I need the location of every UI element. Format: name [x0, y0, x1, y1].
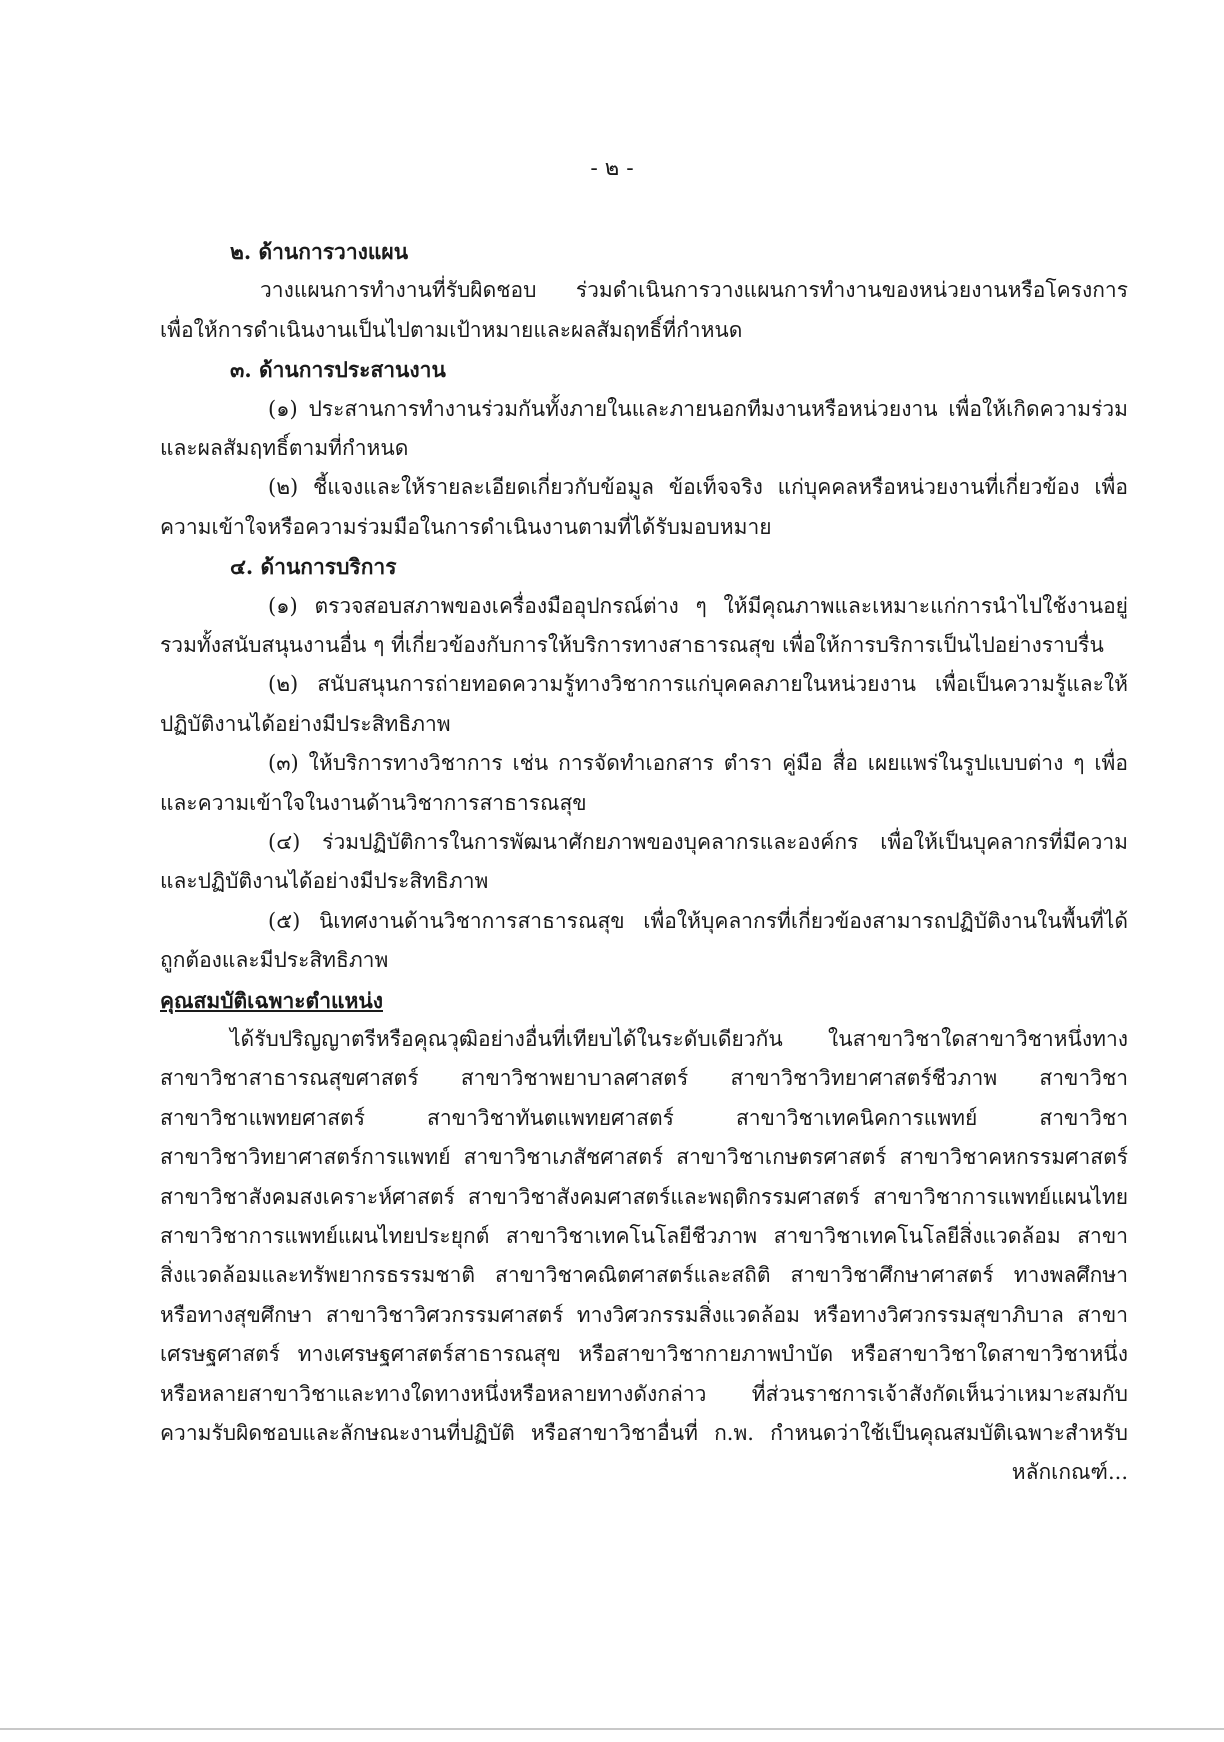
- list-item-line: (๑) ตรวจสอบสภาพของเครื่องมืออุปกรณ์ต่าง ๆ ให้มีคุณภาพและเหมาะแก่การนำไปใช้งานอยู่: [268, 593, 1128, 618]
- section-heading-service: ๔. ด้านการบริการ: [230, 554, 397, 580]
- list-item-line: ปฏิบัติงานได้อย่างมีประสิทธิภาพ: [160, 711, 451, 736]
- paragraph-line: หรือหลายสาขาวิชาและทางใดทางหนึ่งหรือหลายทางดังกล่าว ที่ส่วนราชการเจ้าสังกัดเห็นว่าเหมาะสมกับ: [160, 1381, 1128, 1406]
- section-title-qualifications: คุณสมบัติเฉพาะตำแหน่ง: [160, 987, 383, 1013]
- list-item-line: และปฏิบัติงานได้อย่างมีประสิทธิภาพ: [160, 869, 489, 894]
- paragraph-line: เศรษฐศาสตร์ ทางเศรษฐศาสตร์สาธารณสุข หรือสาขาวิชากายภาพบำบัด หรือสาขาวิชาใดสาขาวิชาหนึ่ง: [160, 1342, 1128, 1367]
- list-item-line: และความเข้าใจในงานด้านวิชาการสาธารณสุข: [160, 790, 587, 815]
- list-item-line: (๒) ชี้แจงและให้รายละเอียดเกี่ยวกับข้อมูล ข้อเท็จจริง แก่บุคคลหรือหน่วยงานที่เกี่ยวข้อง เพื่อ: [268, 475, 1128, 500]
- list-item-line: (๕) นิเทศงานด้านวิชาการสาธารณสุข เพื่อให้บุคลากรที่เกี่ยวข้องสามารถปฏิบัติงานในพื้นที่ได้: [268, 908, 1128, 933]
- list-item-line: (๑) ประสานการทำงานร่วมกันทั้งภายในและภายนอกทีมงานหรือหน่วยงาน เพื่อให้เกิดความร่วม: [268, 396, 1128, 421]
- paragraph-line: หรือทางสุขศึกษา สาขาวิชาวิศวกรรมศาสตร์ ทางวิศวกรรมสิ่งแวดล้อม หรือทางวิศวกรรมสุขาภิบาล สาขา: [160, 1302, 1128, 1327]
- continuation-marker: หลักเกณฑ์...: [1011, 1460, 1128, 1485]
- section-heading-coordination: ๓. ด้านการประสานงาน: [230, 357, 446, 383]
- paragraph-line: วางแผนการทำงานที่รับผิดชอบ ร่วมดำเนินการวางแผนการทำงานของหน่วยงานหรือโครงการ: [260, 278, 1128, 303]
- paragraph-line: สิ่งแวดล้อมและทรัพยากรธรรมชาติ สาขาวิชาคณิตศาสตร์และสถิติ สาขาวิชาศึกษาศาสตร์ ทางพลศึกษา: [160, 1263, 1128, 1288]
- paragraph-line: สาขาวิชาสาธารณสุขศาสตร์ สาขาวิชาพยาบาลศาสตร์ สาขาวิชาวิทยาศาสตร์ชีวภาพ สาขาวิชา: [160, 1066, 1128, 1091]
- list-item-line: (๓) ให้บริการทางวิชาการ เช่น การจัดทำเอกสาร ตำรา คู่มือ สื่อ เผยแพร่ในรูปแบบต่าง ๆ เพื่อ: [268, 751, 1128, 776]
- paragraph-line: สาขาวิชาการแพทย์แผนไทยประยุกต์ สาขาวิชาเทคโนโลยีชีวภาพ สาขาวิชาเทคโนโลยีสิ่งแวดล้อม สาขา: [160, 1223, 1128, 1248]
- page-number: - ๒ -: [590, 156, 634, 181]
- paragraph-line: ได้รับปริญญาตรีหรือคุณวุฒิอย่างอื่นที่เทียบได้ในระดับเดียวกัน ในสาขาวิชาใดสาขาวิชาหนึ่งทาง: [230, 1027, 1128, 1051]
- paragraph-line: สาขาวิชาสังคมสงเคราะห์ศาสตร์ สาขาวิชาสังคมศาสตร์และพฤติกรรมศาสตร์ สาขาวิชาการแพทย์แผนไทย: [160, 1184, 1128, 1209]
- list-item-line: (๔) ร่วมปฏิบัติการในการพัฒนาศักยภาพของบุคลากรและองค์กร เพื่อให้เป็นบุคลากรที่มีความ: [268, 830, 1128, 854]
- paragraph-line: สาขาวิชาวิทยาศาสตร์การแพทย์ สาขาวิชาเภสัชศาสตร์ สาขาวิชาเกษตรศาสตร์ สาขาวิชาคหกรรมศาสตร์: [160, 1145, 1128, 1170]
- list-item-line: ความเข้าใจหรือความร่วมมือในการดำเนินงานตามที่ได้รับมอบหมาย: [160, 514, 772, 539]
- list-item-line: ถูกต้องและมีประสิทธิภาพ: [160, 948, 389, 973]
- list-item-line: (๒) สนับสนุนการถ่ายทอดความรู้ทางวิชาการแก่บุคคลภายในหน่วยงาน เพื่อเป็นความรู้และให้: [268, 672, 1128, 697]
- document-body: [160, 232, 1128, 1493]
- paragraph-line: สาขาวิชาแพทยศาสตร์ สาขาวิชาทันตแพทยศาสตร์ สาขาวิชาเทคนิคการแพทย์ สาขาวิชา: [160, 1105, 1128, 1130]
- section-heading-planning: ๒. ด้านการวางแผน: [230, 239, 409, 264]
- scan-edge-line: [0, 1728, 1224, 1730]
- paragraph-line: ความรับผิดชอบและลักษณะงานที่ปฏิบัติ หรือสาขาวิชาอื่นที่ ก.พ. กำหนดว่าใช้เป็นคุณสมบัติเฉพาะสำหรับ: [160, 1420, 1128, 1445]
- list-item-line: และผลสัมฤทธิ์ตามที่กำหนด: [160, 436, 409, 460]
- paragraph-line: เพื่อให้การดำเนินงานเป็นไปตามเป้าหมายและผลสัมฤทธิ์ที่กำหนด: [160, 317, 743, 342]
- list-item-line: รวมทั้งสนับสนุนงานอื่น ๆ ที่เกี่ยวข้องกับการให้บริการทางสาธารณสุข เพื่อให้การบริการเป็นไปอย่างราบรื่น: [160, 633, 1104, 657]
